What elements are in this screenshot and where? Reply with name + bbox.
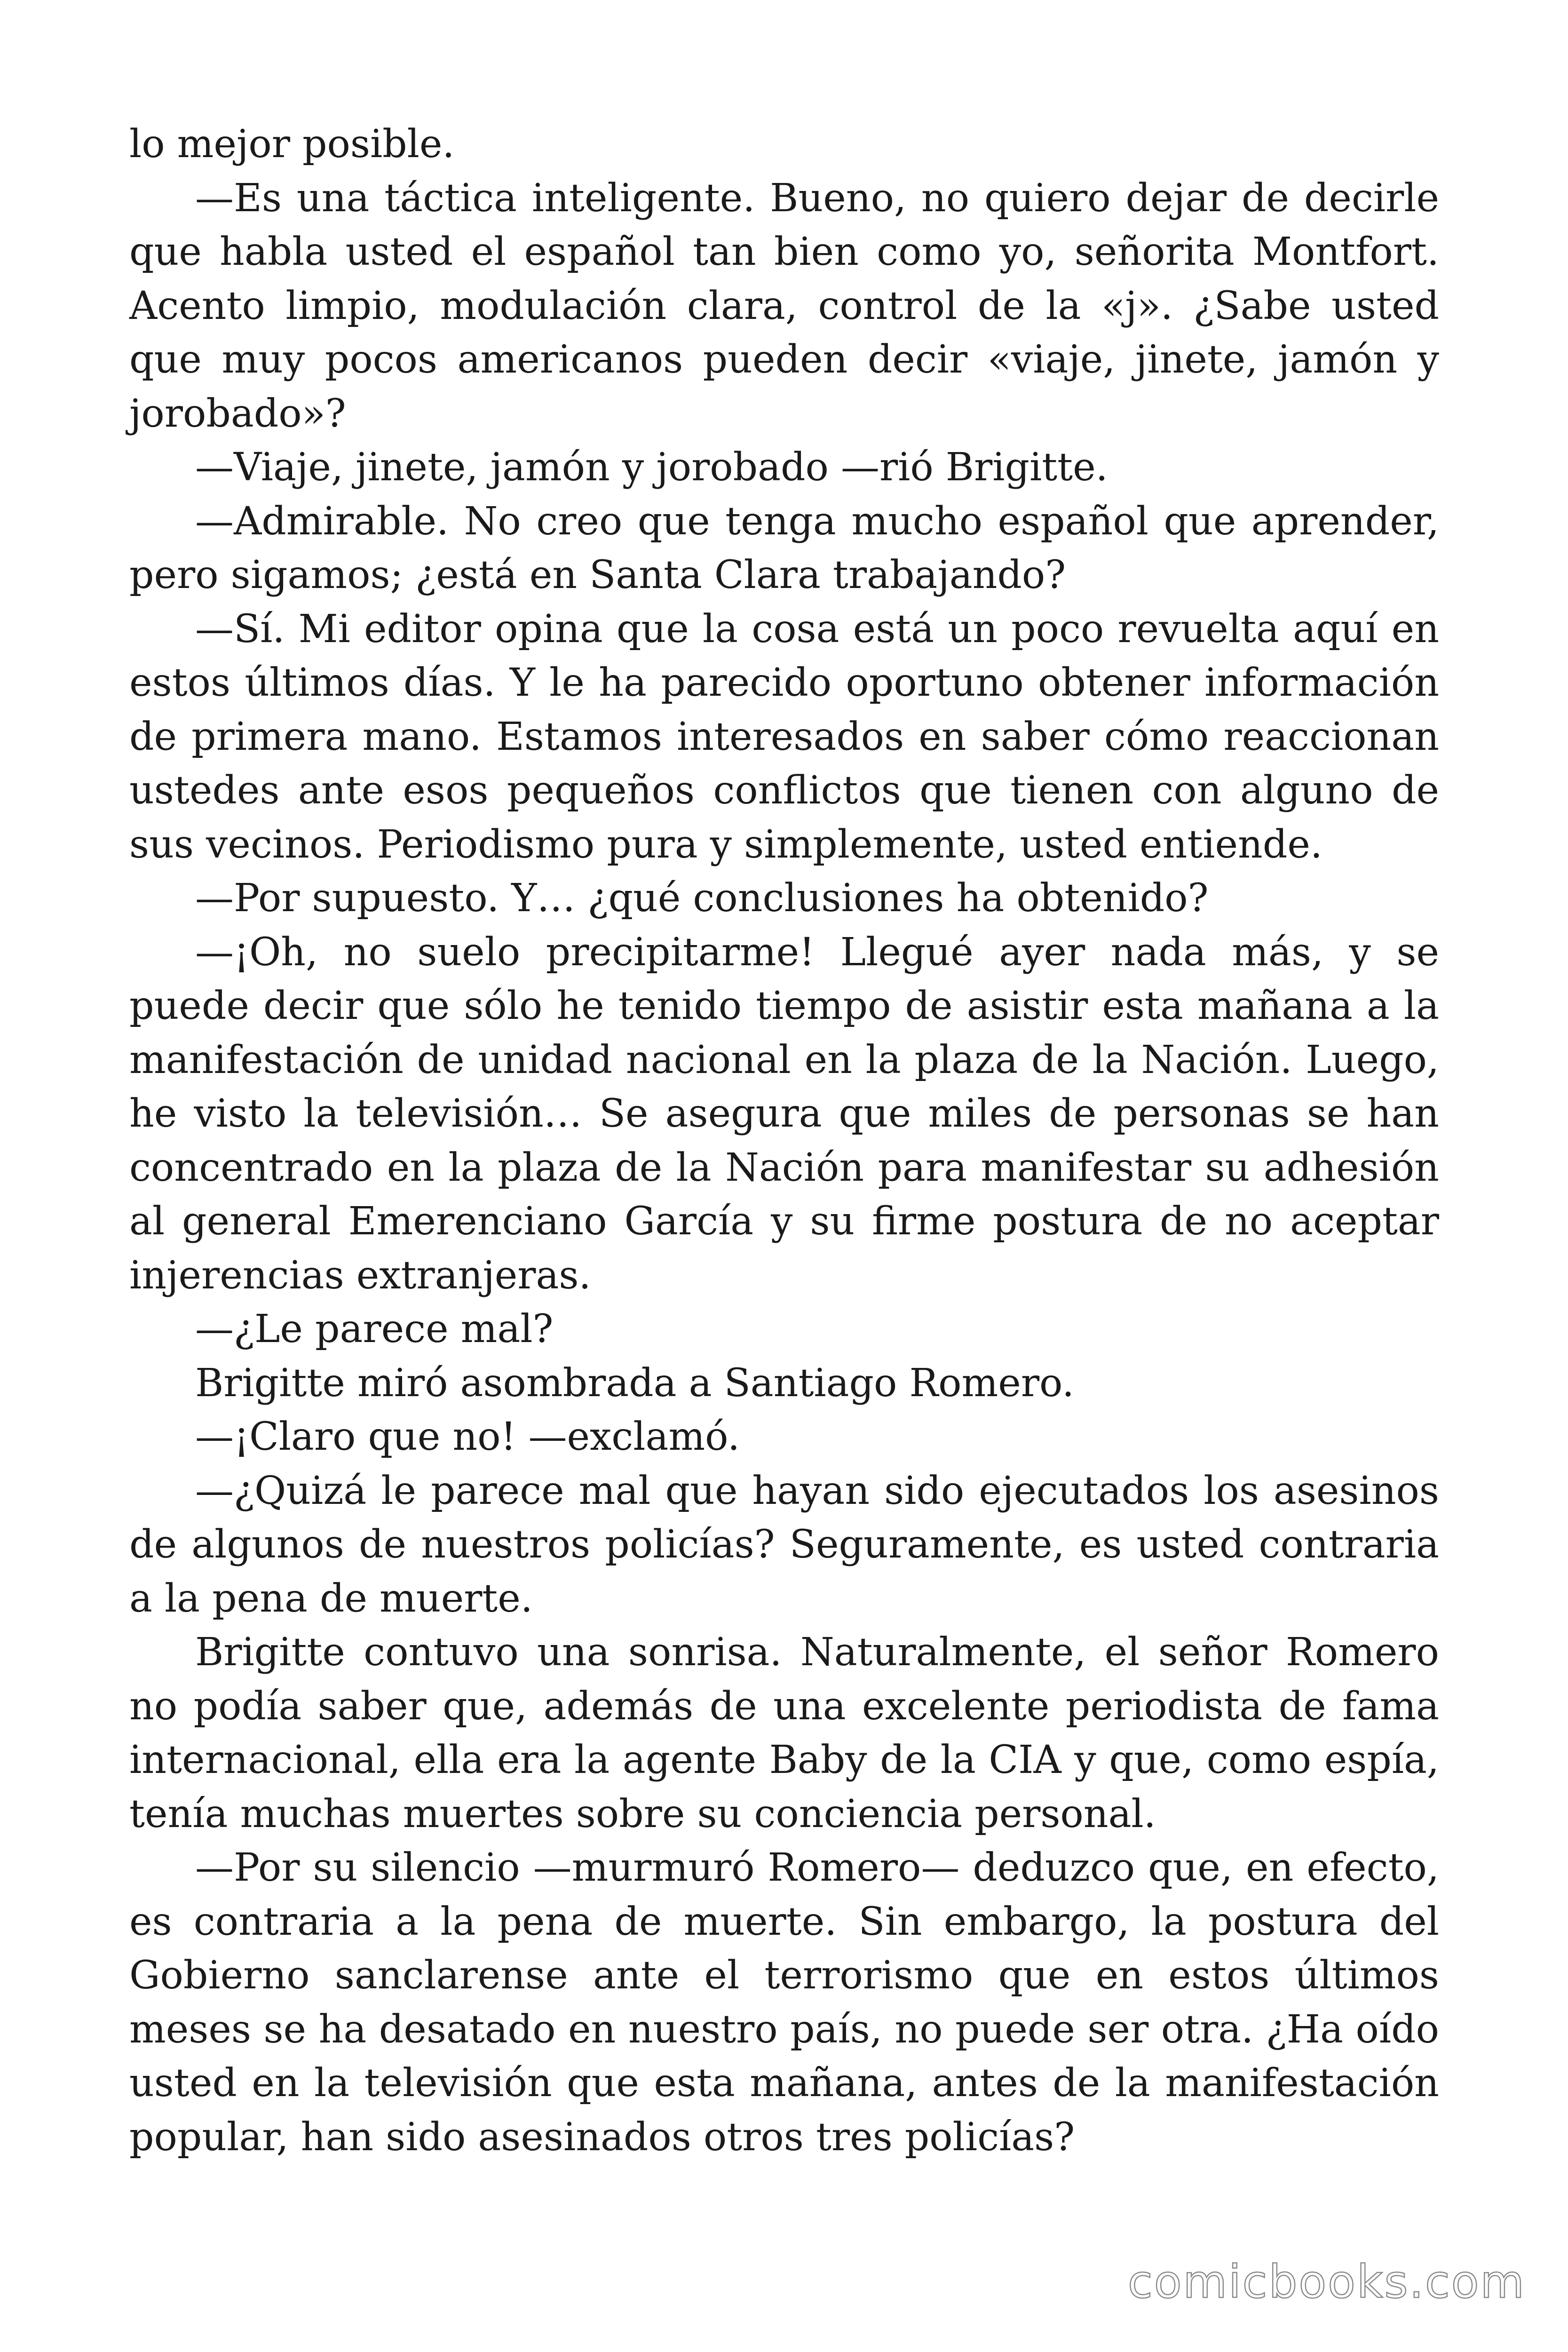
paragraph: —Admirable. No creo que tenga mucho español que aprender, pero sigamos; ¿está en Santa Clara trabajando? [129,499,1439,597]
paragraph: —Viaje, jinete, jamón y jorobado —rió Brigitte. [195,445,1108,490]
page-body [129,118,1439,2164]
paragraph: Brigitte contuvo una sonrisa. Naturalmente, el señor Romero no podía saber que, además de una excelente periodista de fama internacional, ella era la agente Baby de la CIA y que, como espía, tenía muchas muertes sobre su conciencia personal. [129,1630,1439,1836]
paragraph: —¿Quizá le parece mal que hayan sido ejecutados los asesinos de algunos de nuestros policías? Seguramente, es usted contraria a la pena de muerte. [129,1468,1439,1621]
paragraph: —Sí. Mi editor opina que la cosa está un poco revuelta aquí en estos últimos días. Y le ha parecido oportuno obtener información de primera mano. Estamos interesados en saber cómo reaccionan ustedes ante esos pequeños conflictos que tienen con alguno de sus vecinos. Periodismo pura y simplemente, usted entiende. [129,606,1439,867]
paragraph: —¡Claro que no! —exclamó. [195,1414,740,1459]
paragraph: lo mejor posible. [129,122,455,167]
paragraph: —¡Oh, no suelo precipitarme! Llegué ayer nada más, y se puede decir que sólo he tenido tiempo de asistir esta mañana a la manifestación de unidad nacional en la plaza de la Nación. Luego, he visto la televisión… Se asegura que miles de personas se han concentrado en la plaza de la Nación para manifestar su adhesión al general Emerenciano García y su firme postura de no aceptar injerencias extranjeras. [129,930,1439,1298]
watermark: comicbooks.com [1127,2256,1526,2308]
paragraph: —Por su silencio —murmuró Romero— deduzco que, en efecto, es contraria a la pena de muerte. Sin embargo, la postura del Gobierno sanclarense ante el terrorismo que en estos últimos meses se ha desatado en nuestro país, no puede ser otra. ¿Ha oído usted en la televisión que esta mañana, antes de la manifestación popular, han sido asesinados otros tres policías? [129,1845,1439,2160]
paragraph: —Por supuesto. Y… ¿qué conclusiones ha obtenido? [195,876,1209,921]
paragraph: Brigitte miró asombrada a Santiago Romero. [195,1360,1075,1406]
paragraph: —Es una táctica inteligente. Bueno, no quiero dejar de decirle que habla usted el español tan bien como yo, señorita Montfort. Acento limpio, modulación clara, control de la «j». ¿Sabe usted que muy pocos americanos pueden decir «viaje, jinete, jamón y jorobado»? [129,175,1439,436]
paragraph: —¿Le parece mal? [195,1307,554,1351]
